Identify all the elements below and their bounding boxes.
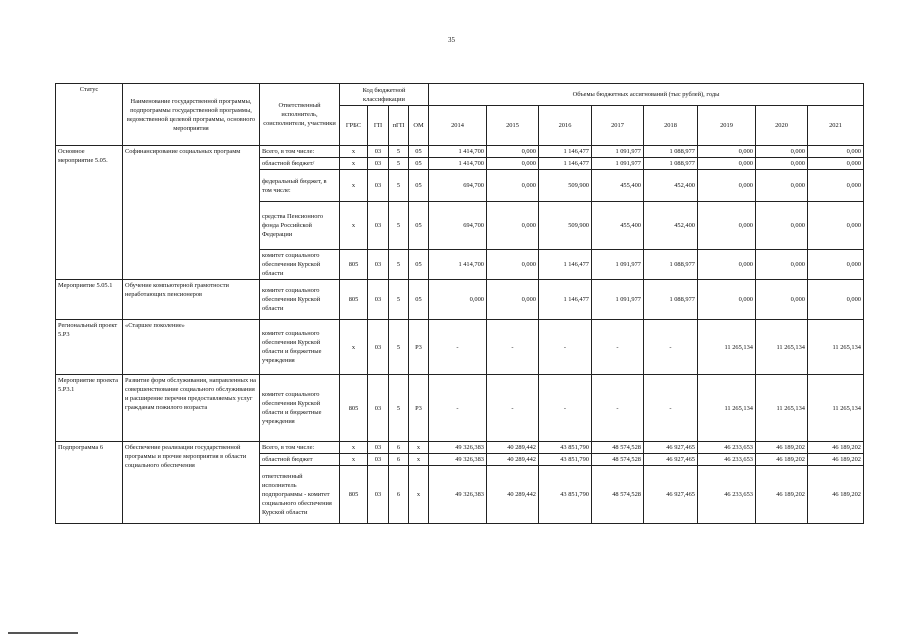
row-value-2020: 0,000	[756, 202, 808, 250]
row-program-name: Обучение компьютерной грамотности неработающих пенсионеров	[123, 280, 260, 320]
header-status: Статус	[56, 84, 123, 146]
row-code: x	[409, 466, 429, 524]
row-code: 03	[368, 280, 389, 320]
row-code: 5	[389, 320, 409, 375]
row-value-2014: 694,700	[429, 170, 487, 202]
row-code: 03	[368, 170, 389, 202]
row-value-2016: 1 146,477	[539, 280, 592, 320]
row-value-2014: 49 326,383	[429, 454, 487, 466]
row-value-2016: 43 851,790	[539, 442, 592, 454]
row-value-2020: 0,000	[756, 146, 808, 158]
row-executor: комитет социального обеспечения Курской области и бюджетные учреждения	[260, 320, 340, 375]
row-code: 6	[389, 442, 409, 454]
row-value-2021: 46 189,202	[808, 442, 864, 454]
row-value-2014: 1 414,700	[429, 158, 487, 170]
header-year-2015: 2015	[487, 106, 539, 146]
row-code: 5	[389, 170, 409, 202]
row-code: 03	[368, 250, 389, 280]
row-value-2021: 11 265,134	[808, 320, 864, 375]
row-value-2021: 0,000	[808, 146, 864, 158]
row-code: 805	[340, 375, 368, 442]
row-value-2014: -	[429, 320, 487, 375]
row-code: 6	[389, 454, 409, 466]
header-year-2014: 2014	[429, 106, 487, 146]
table-row	[56, 320, 864, 375]
row-value-2015: -	[487, 320, 539, 375]
row-value-2019: 0,000	[698, 146, 756, 158]
row-code: 5	[389, 375, 409, 442]
row-value-2016: 43 851,790	[539, 454, 592, 466]
row-executor: комитет социального обеспечения Курской области	[260, 280, 340, 320]
row-code: 05	[409, 170, 429, 202]
row-value-2017: 455,400	[592, 170, 644, 202]
row-value-2016: -	[539, 320, 592, 375]
row-value-2017: 48 574,528	[592, 466, 644, 524]
row-code: 05	[409, 202, 429, 250]
table-header	[56, 84, 864, 146]
header-code-3: ОМ	[409, 106, 429, 146]
row-value-2014: 1 414,700	[429, 250, 487, 280]
row-executor: федеральный бюджет, в том числе:	[260, 170, 340, 202]
row-code: x	[340, 202, 368, 250]
row-executor: средства Пенсионного фонда Российской Федерации	[260, 202, 340, 250]
row-code: 5	[389, 202, 409, 250]
row-value-2019: 0,000	[698, 280, 756, 320]
row-value-2015: 0,000	[487, 146, 539, 158]
table-body	[56, 146, 864, 524]
row-value-2018: 46 927,465	[644, 454, 698, 466]
row-value-2017: 48 574,528	[592, 454, 644, 466]
row-value-2018: 46 927,465	[644, 442, 698, 454]
row-value-2015: 40 289,442	[487, 466, 539, 524]
row-executor: Всего, в том числе:	[260, 442, 340, 454]
row-value-2019: 46 233,653	[698, 454, 756, 466]
row-value-2014: 49 326,383	[429, 442, 487, 454]
row-code: 05	[409, 158, 429, 170]
row-executor: комитет социального обеспечения Курской области	[260, 250, 340, 280]
row-executor: Всего, в том числе:	[260, 146, 340, 158]
row-code: 03	[368, 454, 389, 466]
row-value-2018: 1 088,977	[644, 250, 698, 280]
row-value-2019: 0,000	[698, 170, 756, 202]
row-code: 6	[389, 466, 409, 524]
row-value-2020: 46 189,202	[756, 454, 808, 466]
row-code: 03	[368, 320, 389, 375]
header-year-2018: 2018	[644, 106, 698, 146]
row-value-2017: -	[592, 375, 644, 442]
row-code: x	[340, 454, 368, 466]
header-volume-group: Объемы бюджетных ассигнований (тыс рублей), годы	[429, 84, 864, 106]
row-code: Р3	[409, 375, 429, 442]
table-row	[56, 375, 864, 442]
row-value-2014: 694,700	[429, 202, 487, 250]
row-value-2018: 452,400	[644, 170, 698, 202]
row-value-2019: 46 233,653	[698, 466, 756, 524]
row-value-2015: 40 289,442	[487, 442, 539, 454]
row-value-2017: 48 574,528	[592, 442, 644, 454]
header-code-group: Код бюджетной классификации	[340, 84, 429, 106]
row-value-2018: 1 088,977	[644, 280, 698, 320]
row-value-2018: 1 088,977	[644, 158, 698, 170]
row-value-2015: 0,000	[487, 170, 539, 202]
row-code: 03	[368, 146, 389, 158]
footer-mark	[8, 632, 78, 634]
row-code: x	[409, 454, 429, 466]
row-executor: ответственный исполнитель подпрограммы - комитет социального обеспечения Курской области	[260, 466, 340, 524]
row-value-2020: 11 265,134	[756, 375, 808, 442]
row-program-name: Софинансирование социальных программ	[123, 146, 260, 280]
row-code: x	[409, 442, 429, 454]
row-value-2020: 0,000	[756, 250, 808, 280]
row-value-2021: 46 189,202	[808, 454, 864, 466]
table-row	[56, 442, 864, 454]
row-value-2018: -	[644, 320, 698, 375]
row-code: 5	[389, 250, 409, 280]
row-value-2015: 0,000	[487, 202, 539, 250]
row-program-name: Обеспечение реализации государственной программы и прочие мероприятия в области социального обеспечения	[123, 442, 260, 524]
row-code: 05	[409, 250, 429, 280]
row-code: x	[340, 158, 368, 170]
row-executor: областной бюджет	[260, 454, 340, 466]
row-code: 05	[409, 146, 429, 158]
row-status: Подпрограмма 6	[56, 442, 123, 524]
row-value-2015: 40 289,442	[487, 454, 539, 466]
row-value-2015: 0,000	[487, 280, 539, 320]
row-value-2016: 1 146,477	[539, 158, 592, 170]
row-value-2015: -	[487, 375, 539, 442]
row-status: Мероприятие проекта 5.Р3.1	[56, 375, 123, 442]
row-value-2017: 455,400	[592, 202, 644, 250]
budget-table	[55, 83, 864, 524]
header-executor: Ответственный исполнитель, соисполнители, участники	[260, 84, 340, 146]
page-number: 35	[448, 36, 455, 44]
row-value-2020: 46 189,202	[756, 466, 808, 524]
row-value-2014: 0,000	[429, 280, 487, 320]
row-value-2019: 46 233,653	[698, 442, 756, 454]
row-executor: комитет социального обеспечения Курской области и бюджетные учреждения	[260, 375, 340, 442]
row-code: 5	[389, 146, 409, 158]
row-value-2020: 11 265,134	[756, 320, 808, 375]
table-row	[56, 146, 864, 158]
row-code: 805	[340, 466, 368, 524]
row-value-2021: 0,000	[808, 280, 864, 320]
row-value-2017: -	[592, 320, 644, 375]
row-value-2019: 0,000	[698, 250, 756, 280]
row-code: 03	[368, 202, 389, 250]
row-value-2016: 509,900	[539, 170, 592, 202]
row-value-2020: 46 189,202	[756, 442, 808, 454]
row-value-2017: 1 091,977	[592, 250, 644, 280]
row-code: x	[340, 442, 368, 454]
header-code-1: ГП	[368, 106, 389, 146]
table-row	[56, 280, 864, 320]
row-program-name: Развитие форм обслуживания, направленных на совершенствование социального обслуживания и расширение перечня предоставляемых услуг гражданам пожилого возраста	[123, 375, 260, 442]
row-value-2019: 0,000	[698, 202, 756, 250]
header-year-2016: 2016	[539, 106, 592, 146]
header-year-2019: 2019	[698, 106, 756, 146]
row-value-2018: 452,400	[644, 202, 698, 250]
row-status: Региональный проект 5.Р3	[56, 320, 123, 375]
row-code: 05	[409, 280, 429, 320]
row-value-2016: -	[539, 375, 592, 442]
row-code: 5	[389, 280, 409, 320]
row-value-2021: 46 189,202	[808, 466, 864, 524]
row-value-2021: 0,000	[808, 250, 864, 280]
row-code: x	[340, 320, 368, 375]
row-executor: областной бюджет/	[260, 158, 340, 170]
row-value-2020: 0,000	[756, 170, 808, 202]
row-value-2020: 0,000	[756, 280, 808, 320]
row-value-2018: 46 927,465	[644, 466, 698, 524]
row-value-2021: 0,000	[808, 202, 864, 250]
row-code: 03	[368, 466, 389, 524]
header-code-2: пГП	[389, 106, 409, 146]
row-value-2015: 0,000	[487, 250, 539, 280]
row-code: 5	[389, 158, 409, 170]
row-status: Мероприятие 5.05.1	[56, 280, 123, 320]
row-code: 03	[368, 158, 389, 170]
row-value-2021: 0,000	[808, 170, 864, 202]
row-value-2021: 0,000	[808, 158, 864, 170]
row-code: Р3	[409, 320, 429, 375]
row-value-2019: 0,000	[698, 158, 756, 170]
header-code-0: ГРБС	[340, 106, 368, 146]
row-code: x	[340, 170, 368, 202]
header-year-2021: 2021	[808, 106, 864, 146]
row-value-2014: 1 414,700	[429, 146, 487, 158]
row-code: 03	[368, 375, 389, 442]
row-value-2016: 1 146,477	[539, 250, 592, 280]
row-value-2016: 43 851,790	[539, 466, 592, 524]
row-value-2016: 1 146,477	[539, 146, 592, 158]
header-year-2017: 2017	[592, 106, 644, 146]
row-status: Основное мероприятие 5.05.	[56, 146, 123, 280]
row-value-2021: 11 265,134	[808, 375, 864, 442]
row-program-name: «Старшее поколение»	[123, 320, 260, 375]
row-value-2018: 1 088,977	[644, 146, 698, 158]
row-code: 805	[340, 280, 368, 320]
row-value-2017: 1 091,977	[592, 158, 644, 170]
header-year-2020: 2020	[756, 106, 808, 146]
row-value-2019: 11 265,134	[698, 320, 756, 375]
row-value-2017: 1 091,977	[592, 146, 644, 158]
header-name: Наименование государственной программы, подпрограммы государственной программы, ведомственной целевой программы, основного мероприятия	[123, 84, 260, 146]
row-code: x	[340, 146, 368, 158]
row-code: 03	[368, 442, 389, 454]
row-value-2017: 1 091,977	[592, 280, 644, 320]
row-code: 805	[340, 250, 368, 280]
row-value-2016: 509,900	[539, 202, 592, 250]
row-value-2019: 11 265,134	[698, 375, 756, 442]
row-value-2018: -	[644, 375, 698, 442]
row-value-2015: 0,000	[487, 158, 539, 170]
row-value-2014: -	[429, 375, 487, 442]
row-value-2020: 0,000	[756, 158, 808, 170]
row-value-2014: 49 326,383	[429, 466, 487, 524]
